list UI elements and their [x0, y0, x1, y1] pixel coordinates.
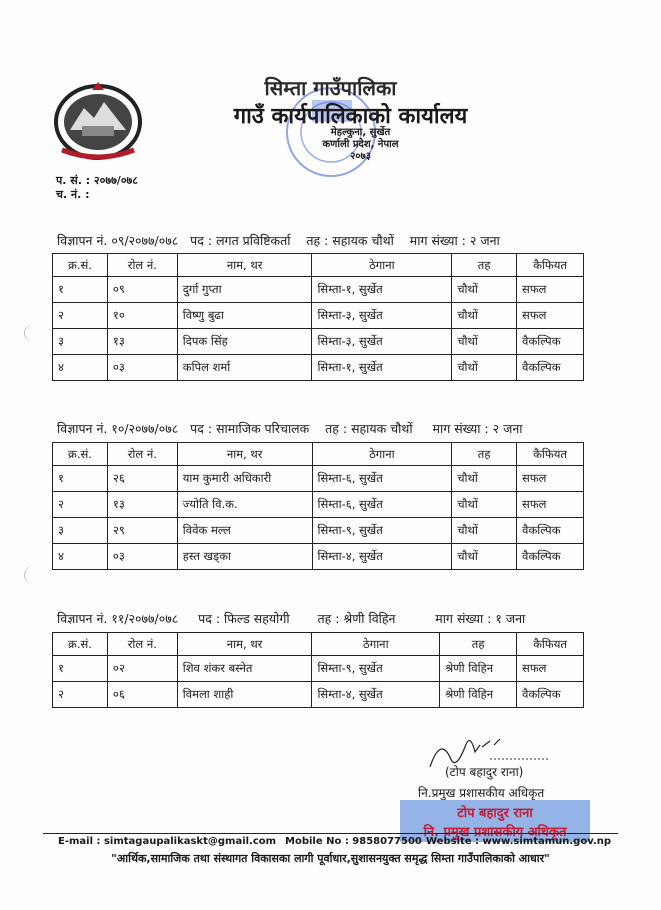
- col-header: ठेगाना: [312, 443, 452, 466]
- cell: २: [53, 682, 108, 708]
- cell: ४: [53, 544, 108, 570]
- cell: सिम्ता-१, सुर्खेत: [312, 277, 452, 303]
- cell: चौथों: [452, 466, 517, 492]
- cell: विष्णु बुढा: [177, 303, 312, 329]
- cell: हस्त खड्का: [177, 544, 312, 570]
- cell: शिव शंकर बस्नेत: [177, 656, 312, 682]
- punch-hole-mark: [24, 324, 43, 342]
- establishment-year: २०७३: [350, 151, 371, 162]
- address-line-2: कर्णाली प्रदेश, नेपाल: [322, 139, 399, 150]
- col-header: कैफियत: [517, 254, 584, 277]
- cell: २९: [107, 518, 177, 544]
- cell: चौथों: [452, 355, 517, 381]
- cell: चौथों: [452, 303, 517, 329]
- cell: सिम्ता-३, सुर्खेत: [312, 303, 452, 329]
- cell: ४: [53, 355, 108, 381]
- col-header: ठेगाना: [312, 633, 440, 656]
- col-header: रोल नं.: [107, 254, 177, 277]
- office-address: [0, 127, 661, 163]
- cell: २: [53, 492, 108, 518]
- cell: विमला शाही: [177, 682, 312, 708]
- stamp-name: टोप बहादुर राना: [457, 806, 533, 821]
- col-header: रोल नं.: [107, 633, 177, 656]
- col-header: क्र.सं.: [53, 254, 108, 277]
- cell: चौथों: [452, 492, 517, 518]
- cell: सिम्ता-४, सुर्खेत: [312, 682, 440, 708]
- cell: ०६: [107, 682, 177, 708]
- cell: चौथों: [452, 544, 517, 570]
- cell: श्रेणी विहिन: [440, 656, 517, 682]
- cell: सिम्ता-६, सुर्खेत: [312, 466, 452, 492]
- cell: २६: [107, 466, 177, 492]
- cell: सिम्ता-४, सुर्खेत: [312, 544, 452, 570]
- vacancy-notice-3: विज्ञापन नं. ११/२०७७/०७८ पद : फिल्ड सहयोगी तह : श्रेणी विहिन माग संख्या : १ जना: [57, 611, 526, 626]
- table-header-row: [53, 633, 584, 656]
- dispatch-number: च. नं. :: [56, 188, 90, 201]
- cell: दुर्गा गुप्ता: [177, 277, 312, 303]
- cell: सफल: [517, 656, 584, 682]
- cell: ३: [53, 518, 108, 544]
- col-header: तह: [440, 633, 517, 656]
- cell: सिम्ता-९, सुर्खेत: [312, 656, 440, 682]
- cell: सफल: [517, 277, 584, 303]
- cell: दिपक सिंह: [177, 329, 312, 355]
- footer-mobile: Mobile No : 9858077500: [285, 836, 422, 847]
- cell: चौथों: [452, 277, 517, 303]
- col-header: रोल नं.: [107, 443, 177, 466]
- cell: याम कुमारी अधिकारी: [177, 466, 312, 492]
- signatory-title: नि.प्रमुख प्रशासकीय अधिकृत: [418, 786, 545, 800]
- table-row: [53, 682, 584, 708]
- cell: वैकल्पिक: [517, 682, 584, 708]
- cell: कपिल शर्मा: [177, 355, 312, 381]
- vacancy-notice-2: विज्ञापन नं. १०/२०७७/०७८ पद : सामाजिक परिचालक तह : सहायक चौथों माग संख्या : २ जना: [57, 421, 523, 436]
- table-row: [53, 492, 584, 518]
- cell: १३: [107, 329, 177, 355]
- office-name: गाउँ कार्यपालिकाको कार्यालय: [233, 104, 468, 129]
- cell: सिम्ता-१, सुर्खेत: [312, 355, 452, 381]
- cell: वैकल्पिक: [517, 518, 584, 544]
- cell: चौथों: [452, 329, 517, 355]
- cell: ०२: [107, 656, 177, 682]
- cell: सिम्ता-६, सुर्खेत: [312, 492, 452, 518]
- footer-divider: [43, 833, 618, 834]
- table-header-row: [53, 254, 584, 277]
- cell: १: [53, 466, 108, 492]
- cell: चौथों: [452, 518, 517, 544]
- cell: ज्योति वि.क.: [177, 492, 312, 518]
- cell: वैकल्पिक: [517, 355, 584, 381]
- cell: श्रेणी विहिन: [440, 682, 517, 708]
- table-row: [53, 466, 584, 492]
- col-header: क्र.सं.: [53, 443, 108, 466]
- col-header: नाम, थर: [177, 443, 312, 466]
- cell: सफल: [517, 492, 584, 518]
- cell: ०३: [107, 544, 177, 570]
- address-line-1: मेहल्कुना, सुर्खेत: [330, 127, 391, 138]
- municipality-name: सिम्ता गाउँपालिका: [264, 76, 397, 100]
- table-row: [53, 277, 584, 303]
- col-header: तह: [452, 254, 517, 277]
- col-header: नाम, थर: [177, 633, 312, 656]
- signatory-name: (टोप बहादुर राना): [445, 765, 524, 779]
- cell: १: [53, 277, 108, 303]
- footer-motto: "आर्थिक,सामाजिक तथा संस्थागत विकासका लागी पूर्वाधार,सुशासनयुक्त समृद्ध सिम्ता गाउँपालिकाको आधार": [111, 852, 550, 865]
- results-table-3: [52, 632, 584, 708]
- table-row: [53, 544, 584, 570]
- table-header-row: [53, 443, 584, 466]
- reference-number: प. सं. : २०७७/०७८: [56, 174, 138, 187]
- cell: १०: [107, 303, 177, 329]
- cell: ३: [53, 329, 108, 355]
- table-row: [53, 303, 584, 329]
- cell: सफल: [517, 466, 584, 492]
- cell: वैकल्पिक: [517, 329, 584, 355]
- cell: सिम्ता-३, सुर्खेत: [312, 329, 452, 355]
- cell: १३: [107, 492, 177, 518]
- col-header: तह: [452, 443, 517, 466]
- footer-email: E-mail : simtagaupalikaskt@gmail.com: [58, 836, 277, 847]
- results-table-1: [52, 253, 584, 381]
- cell: १: [53, 656, 108, 682]
- col-header: कैफियत: [517, 633, 584, 656]
- table-row: [53, 329, 584, 355]
- cell: विवेक मल्ल: [177, 518, 312, 544]
- cell: सिम्ता-९, सुर्खेत: [312, 518, 452, 544]
- col-header: क्र.सं.: [53, 633, 108, 656]
- vacancy-notice-1: विज्ञापन नं. ०९/२०७७/०७८ पद : लगत प्रविष्टिकर्ता तह : सहायक चौथों माग संख्या : २ जना: [57, 233, 500, 248]
- results-table-2: [52, 442, 584, 570]
- cell: सफल: [517, 303, 584, 329]
- table-row: [53, 355, 584, 381]
- table-row: [53, 518, 584, 544]
- punch-hole-mark: [24, 566, 43, 584]
- col-header: ठेगाना: [312, 254, 452, 277]
- table-row: [53, 656, 584, 682]
- footer-website: Website : www.simtamun.gov.np: [426, 836, 611, 847]
- col-header: कैफियत: [517, 443, 584, 466]
- col-header: नाम, थर: [177, 254, 312, 277]
- stamp-title: नि. प्रमुख प्रशासकीय अधिकृत: [423, 825, 567, 840]
- cell: २: [53, 303, 108, 329]
- cell: वैकल्पिक: [517, 544, 584, 570]
- cell: ०९: [107, 277, 177, 303]
- cell: ०३: [107, 355, 177, 381]
